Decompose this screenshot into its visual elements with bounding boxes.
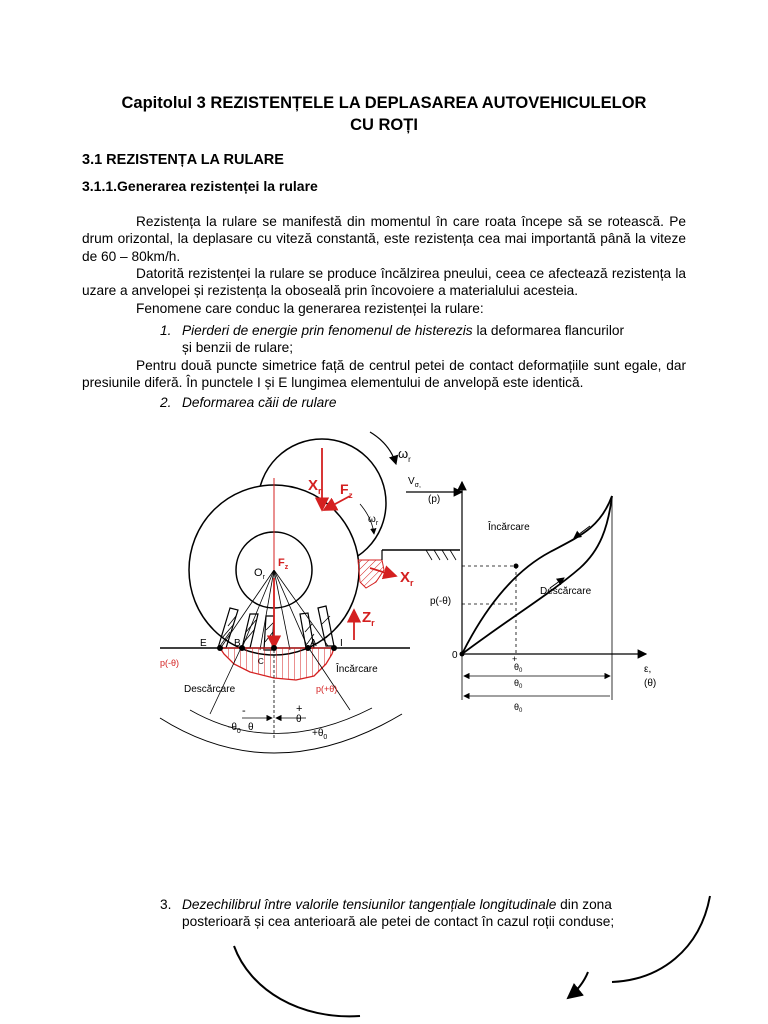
section-heading: 3.1 REZISTENȚA LA RULARE — [82, 152, 284, 168]
descarcare-label-left: Descărcare — [184, 684, 236, 695]
point-a: A — [310, 638, 317, 649]
list-item-3-italic: Dezechilibrul între valorile tensiunilor tangențiale longitudinale — [182, 897, 557, 912]
plus-label: + — [296, 703, 303, 715]
list-item-1 — [160, 322, 686, 357]
list-item-3-rest: din zona — [556, 897, 612, 912]
subsection-heading: 3.1.1.Generarea rezistenței la rulare — [82, 178, 318, 194]
list-item-1-rest: la deformarea flancurilor — [472, 323, 625, 338]
point-i: I — [340, 638, 343, 649]
paragraph-1: Rezistența la rulare se manifestă din momentul în care roata începe să se rotească. Pe drum orizontal, la deplasare cu viteză constantă, este rezistența cea mai importantă până la viteze de 60 – 80km/h. — [82, 214, 686, 264]
minus-label: - — [242, 705, 246, 717]
list-number-1: 1. — [160, 323, 172, 338]
paragraph-2: Datorită rezistenței la rulare se produce încălzirea pneului, ceea ce afectează rezistența la uzare a anvelopei și rezistența la oboseală prin încovoiere a materialului acesteia. — [82, 266, 686, 299]
pressure-diagram — [220, 648, 334, 680]
theta0-graph: $\theta_0$ — [514, 702, 523, 714]
list-number-3: 3. — [160, 897, 172, 912]
minus-theta: θ — [248, 722, 254, 733]
paragraph-4: Pentru două puncte simetrice față de centrul petei de contact deformațiile sunt egale, dar presiunile diferă. În punctele I și E lungimea elementului de anvelopă este identică. — [82, 358, 686, 391]
plus-sign-graph: + — [512, 654, 518, 664]
incarcare-label-left: Încărcare — [336, 664, 378, 675]
point-b: B — [234, 638, 241, 649]
sketch-arrow — [568, 972, 588, 998]
minus-theta-graph: $\theta_0$ — [514, 678, 523, 690]
velocity-label: $V_{\sigma,}$ — [408, 476, 421, 489]
theta-graph: $\theta_0$ — [514, 662, 523, 674]
fz-label-top: $F_z$ — [340, 481, 353, 500]
loading-curve — [462, 496, 612, 654]
list-item-1-line2: și benzii de rulare; — [182, 340, 294, 356]
p-minus-label: p(-θ) — [160, 658, 180, 668]
descarcare-label: Descărcare — [540, 586, 592, 597]
velocity-p-label: (p) — [428, 494, 441, 505]
list-item-3-line2: posterioară și cea anterioară ale petei de contact în cazul roții conduse; — [182, 914, 615, 930]
list-item-2 — [160, 394, 336, 411]
paragraph-3: Fenomene care conduc la generarea rezistenței la rulare: — [136, 301, 484, 316]
sketch-arc-left — [234, 946, 360, 1016]
origin-label: 0 — [452, 650, 458, 661]
hysteresis-graph — [430, 482, 656, 714]
bottom-sketch-arcs — [0, 870, 768, 1024]
point-c: C — [258, 657, 264, 666]
theta-paren-label: (θ) — [644, 678, 657, 689]
list-item-1-italic: Pierderi de energie prin fenomenul de histerezis — [182, 323, 473, 338]
p-plus-label: p(+θ) — [316, 684, 338, 694]
unloading-curve — [462, 496, 612, 654]
point-e: E — [200, 638, 207, 649]
title-line-2: CU ROȚI — [350, 116, 418, 134]
list-number-2: 2. — [160, 395, 172, 410]
omega-small-label: $\omega_r$ — [368, 514, 379, 527]
xr-arrow-top — [324, 496, 350, 510]
sketch-arc-right — [612, 896, 710, 982]
plus-theta: θ — [296, 714, 302, 725]
obstacle-contact — [358, 560, 384, 588]
page-title — [70, 92, 698, 136]
xr-label-top: $X_r$ — [308, 477, 322, 496]
minus-theta0-label: $-\theta_0$ — [228, 722, 241, 735]
xr-label-obstacle: $X_r$ — [400, 569, 414, 588]
fz-label-inner: $F_z$ — [278, 557, 289, 571]
omega-label: $\omega_r$ — [398, 446, 411, 464]
list-item-2-text: Deformarea căii de rulare — [182, 395, 337, 410]
obstacle-hatch — [426, 550, 456, 560]
p-minus-theta-axis: p(-θ) — [430, 596, 452, 607]
zr-label: $Z_r$ — [362, 609, 375, 628]
plus-theta0-label: $+\theta_0$ — [312, 728, 328, 741]
eps-label: ε, — [644, 664, 652, 675]
omega-arrow — [370, 432, 396, 464]
o-label: $O_r$ — [254, 567, 265, 581]
rolling-resistance-figure — [150, 418, 690, 768]
title-line-1: Capitolul 3 REZISTENȚELE LA DEPLASAREA AUTOVEHICULELOR — [121, 94, 647, 112]
incarcare-label: Încărcare — [488, 522, 530, 533]
